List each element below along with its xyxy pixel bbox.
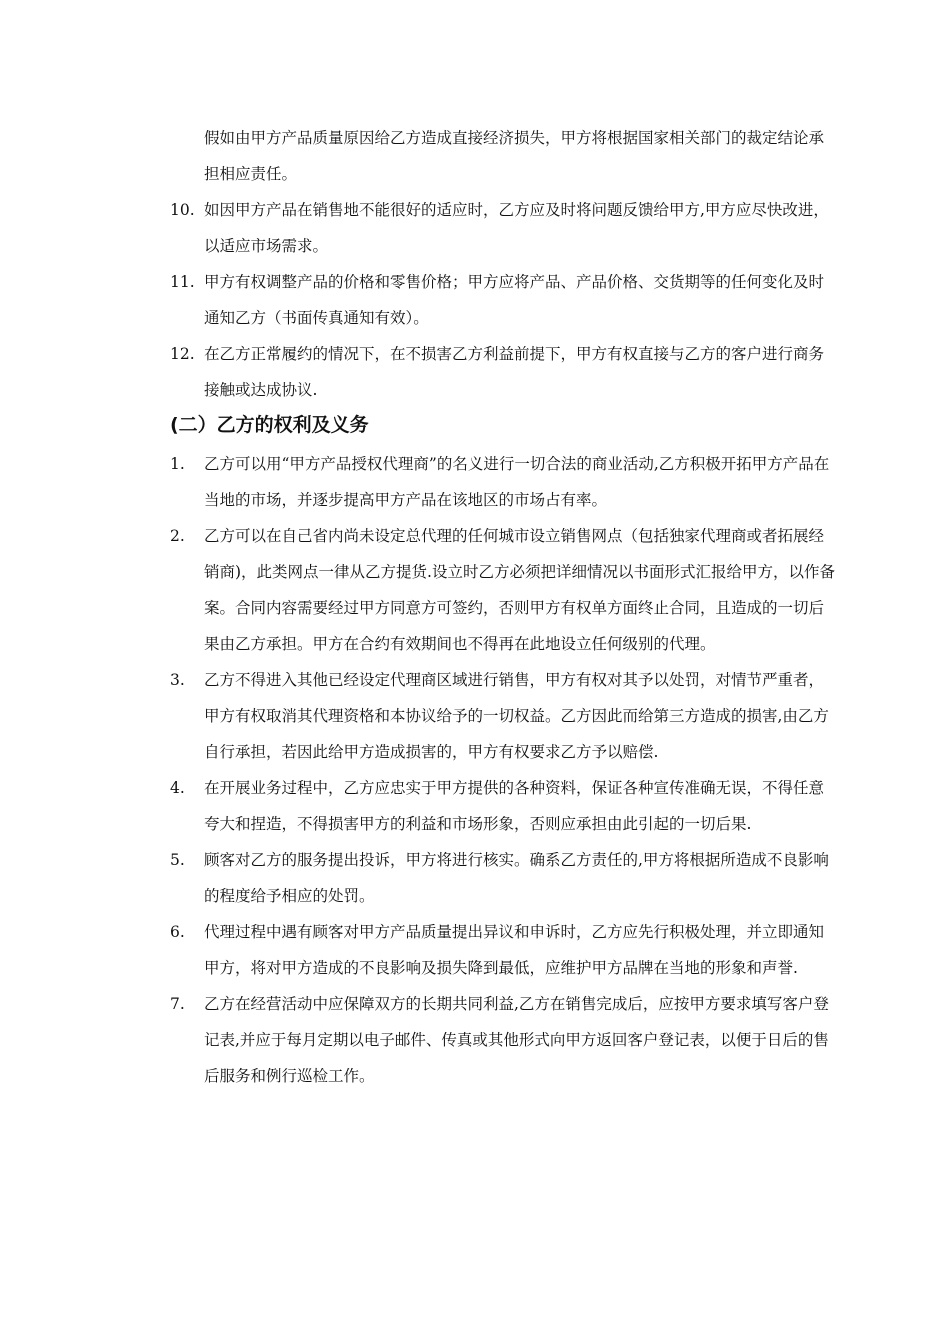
item-text: 乙方可以在自己省内尚未设定总代理的任何城市设立销售网点（包括独家代理商或者拓展经销商)，此类网点一律从乙方提货.设立时乙方必须把详细情况以书面形式汇报给甲方，以作备案。合同内容需要经过甲方同意方可签约，否则甲方有权单方面终止合同，且造成的一切后果由乙方承担。甲方在合约有效期间也不得再在此地设立任何级别的代理。 xyxy=(204,527,835,653)
list-item xyxy=(170,914,835,986)
list-item xyxy=(170,446,835,518)
list-item xyxy=(170,518,835,662)
item-text: 乙方可以用“甲方产品授权代理商”的名义进行一切合法的商业活动,乙方积极开拓甲方产品在当地的市场，并逐步提高甲方产品在该地区的市场占有率。 xyxy=(204,455,830,509)
item-number: 1. xyxy=(170,455,185,473)
item-text: 乙方不得进入其他已经设定代理商区域进行销售，甲方有权对其予以处罚，对情节严重者，甲方有权取消其代理资格和本协议给予的一切权益。乙方因此而给第三方造成的损害,由乙方自行承担，若因此给甲方造成损害的，甲方有权要求乙方予以赔偿. xyxy=(204,671,829,761)
item-number: 5. xyxy=(170,851,185,869)
list-item xyxy=(170,336,835,408)
item-number: 4. xyxy=(170,779,185,797)
item-text: 顾客对乙方的服务提出投诉，甲方将进行核实。确系乙方责任的,甲方将根据所造成不良影响的程度给予相应的处罚。 xyxy=(204,851,829,905)
continued-paragraph xyxy=(170,120,835,192)
list-item xyxy=(170,192,835,264)
item-text: 甲方有权调整产品的价格和零售价格；甲方应将产品、产品价格、交货期等的任何变化及时通知乙方（书面传真通知有效）。 xyxy=(204,273,825,327)
item-number: 6. xyxy=(170,923,185,941)
list-item xyxy=(170,770,835,842)
paragraph-text: 假如由甲方产品质量原因给乙方造成直接经济损失，甲方将根据国家相关部门的裁定结论承担相应责任。 xyxy=(204,129,825,183)
item-number: 3. xyxy=(170,671,185,689)
item-text: 代理过程中遇有顾客对甲方产品质量提出异议和申诉时，乙方应先行积极处理，并立即通知甲方，将对甲方造成的不良影响及损失降到最低，应维护甲方品牌在当地的形象和声誉. xyxy=(204,923,825,977)
document-content xyxy=(170,120,835,1094)
item-text: 乙方在经营活动中应保障双方的长期共同利益,乙方在销售完成后，应按甲方要求填写客户登记表,并应于每月定期以电子邮件、传真或其他形式向甲方返回客户登记表，以便于日后的售后服务和例行巡检工作。 xyxy=(204,995,829,1085)
item-number: 12. xyxy=(170,345,195,363)
list-item xyxy=(170,842,835,914)
list-item xyxy=(170,264,835,336)
list-item xyxy=(170,986,835,1094)
item-text: 在乙方正常履约的情况下，在不损害乙方利益前提下，甲方有权直接与乙方的客户进行商务接触或达成协议. xyxy=(204,345,825,399)
item-number: 11. xyxy=(170,273,195,291)
item-text: 如因甲方产品在销售地不能很好的适应时，乙方应及时将问题反馈给甲方,甲方应尽快改进，以适应市场需求。 xyxy=(204,201,829,255)
item-number: 7. xyxy=(170,995,185,1013)
section-heading: (二）乙方的权利及义务 xyxy=(170,414,369,436)
item-number: 2. xyxy=(170,527,185,545)
item-text: 在开展业务过程中，乙方应忠实于甲方提供的各种资料，保证各种宣传准确无误，不得任意夸大和捏造，不得损害甲方的利益和市场形象，否则应承担由此引起的一切后果. xyxy=(204,779,825,833)
list-item xyxy=(170,662,835,770)
item-number: 10. xyxy=(170,201,195,219)
